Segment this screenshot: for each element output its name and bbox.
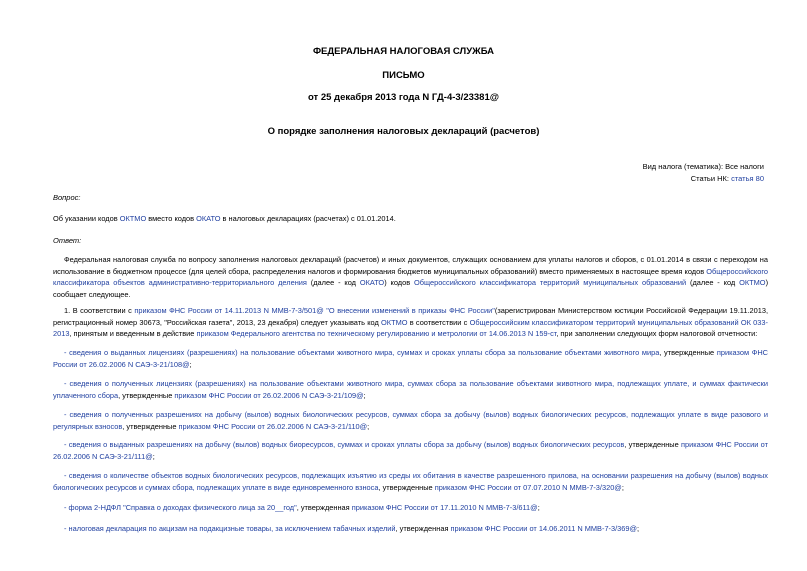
question-label: Вопрос: [53, 193, 81, 202]
item-end: ; [152, 451, 155, 461]
tax-type: Вид налога (тематика): Все налоги [642, 162, 764, 171]
okato-link[interactable]: ОКАТО [196, 214, 221, 223]
ok-033-link[interactable]: Общероссийским классификатором территорий муниципальных образований ОК 033-2013 [53, 317, 768, 338]
item-end: ; [621, 482, 624, 492]
order-link[interactable]: приказом ФНС России от 26.02.2006 N САЭ-3-21/109@ [174, 390, 364, 400]
form-link[interactable]: - сведения о полученных лицензиях (разрешениях) на пользование объектами животного мира, суммах сбора за пользование объектами животного мира, подлежащих уплате, и суммах фактически уплаченного сбора [53, 379, 768, 400]
doc-date: от 25 декабря 2013 года N ГД-4-3/23381@ [307, 92, 499, 103]
question-text-2: вместо кодов [146, 214, 197, 223]
oktmo-classifier-link[interactable]: Общероссийского классификатора территорий муниципальных образований [414, 278, 687, 287]
question-text-3: в налоговых декларациях (расчетах) с 01.01.2014. [220, 214, 396, 223]
order-501-link[interactable]: приказом ФНС России от 14.11.2013 N ММВ-7-3/501@ "О внесении изменений в приказы ФНС России" [134, 306, 495, 315]
question-text-1: Об указании кодов [53, 214, 120, 223]
intro-text-4: (далее - код [686, 278, 740, 287]
item-end: ; [637, 524, 640, 533]
list-item [53, 502, 768, 514]
intro-text-1: Федеральная налоговая служба по вопросу заполнения налоговых деклараций (расчетов) и иных документов, служащих основанием для уплаты налогов и сборов, с 01.01.2014 в связи с переходом на использование в бюджетном процессе (для целей сбора, распределения налогов и формирования бюджетов муниципальных образований) вместо применяемых в настоящее время кодов [53, 255, 768, 276]
item-text: , утвержденная [395, 524, 451, 533]
oktmo-code-link[interactable]: ОКТМО [739, 278, 766, 287]
order-link[interactable]: приказом ФНС России от 26.02.2006 N САЭ-3-21/108@ [53, 348, 769, 369]
list-item [53, 409, 768, 432]
intro-text-2: (далее - код [306, 278, 360, 287]
order-link[interactable]: приказом ФНС России от 14.06.2011 N ММВ-7-3/369@ [450, 524, 638, 533]
okato-code-link[interactable]: ОКАТО [359, 278, 385, 287]
order-link[interactable]: приказом ФНС России от 17.11.2010 N ММВ-7-3/611@ [351, 503, 538, 512]
item-end: ; [537, 503, 540, 512]
doc-type: ПИСЬМО [382, 70, 425, 81]
p1-text-2: (зарегистрирован Министерством юстиции Российской Федерации 19.11.2013, регистрационный номер 30673, "Российская газета", 2013, 23 декабря) следует указывать код [53, 306, 768, 327]
form-link[interactable]: - сведения о полученных разрешениях на добычу (вылов) водных биологических ресурсов, суммах сбора за добычу (вылов) водных биологических ресурсов, подлежащих уплате в виде разового и регулярных взносов [53, 410, 768, 431]
order-159-link[interactable]: приказом Федерального агентства по техническому регулированию и метрологии от 14.06.2013 N 159-ст [196, 329, 557, 338]
p1-text-5: , при заполнении следующих форм налоговой отчетности: [556, 329, 758, 338]
oktmo-link[interactable]: ОКТМО [119, 214, 147, 223]
order-link[interactable]: приказом ФНС России от 26.02.2006 N САЭ-3-21/111@ [53, 440, 768, 461]
p1-text-4: , принятым и введенным в действие [69, 329, 197, 338]
list-item [53, 523, 768, 535]
intro-text-3: ) кодов [384, 278, 414, 287]
form-link[interactable]: - сведения о выданных лицензиях (разрешениях) на пользование объектами животного мира, суммах и сроках уплаты сбора за пользование объектами животного мира [64, 348, 660, 357]
order-link[interactable]: приказом ФНС России от 26.02.2006 N САЭ-3-21/110@ [178, 421, 368, 431]
list-item [53, 378, 768, 401]
answer-intro [53, 254, 768, 300]
item-text: , утвержденные [624, 440, 682, 449]
nk-article-link[interactable]: статья 80 [731, 174, 764, 183]
form-link[interactable]: - сведения о выданных разрешениях на добычу (вылов) водных биоресурсов, суммах и сроках уплаты сбора за добычу (вылов) водных биологических ресурсов [64, 440, 625, 449]
item-text: , утвержденные [122, 421, 179, 431]
answer-point-1 [53, 305, 768, 340]
list-item [53, 347, 768, 370]
item-text: , утвержденные [118, 390, 175, 400]
nk-articles [691, 172, 764, 185]
p1-oktmo-link[interactable]: ОКТМО [381, 317, 408, 327]
form-link[interactable]: - налоговая декларация по акцизам на подакцизные товары, за исключением табачных изделий [64, 524, 396, 533]
list-item [53, 470, 768, 493]
form-link[interactable]: - форма 2-НДФЛ "Справка о доходах физического лица за 20__год" [64, 503, 297, 512]
item-text: , утвержденные [378, 482, 435, 492]
form-link[interactable]: - сведения о количестве объектов водных биологических ресурсов, подлежащих изъятию из среды их обитания в качестве разрешенного прилова, на основании разрешения на добычу (вылов) водных биологических ресурсов и суммах сбора, подлежащих уплате в виде единовременного взноса [53, 471, 768, 492]
item-text: , утвержденные [659, 348, 717, 357]
intro-text-5: ) сообщает следующее. [53, 278, 769, 299]
answer-label: Ответ: [53, 236, 82, 245]
item-end: ; [367, 421, 370, 431]
item-end: ; [363, 390, 366, 400]
item-text: , утвержденная [296, 503, 352, 512]
nk-label: Статьи НК: [690, 174, 732, 183]
list-item [53, 439, 768, 462]
okato-classifier-link[interactable]: Общероссийского классификатора объектов административно-территориального деления [53, 266, 768, 287]
p1-text-1: 1. В соответствии с [64, 306, 135, 315]
order-link[interactable]: приказом ФНС России от 07.07.2010 N ММВ-7-3/320@ [434, 482, 622, 492]
agency-title: ФЕДЕРАЛЬНАЯ НАЛОГОВАЯ СЛУЖБА [312, 46, 495, 57]
question-text [53, 213, 768, 225]
doc-subject: О порядке заполнения налоговых деклараций (расчетов) [267, 126, 540, 137]
p1-text-3: в соответствии с [407, 317, 470, 327]
item-end: ; [189, 359, 192, 369]
